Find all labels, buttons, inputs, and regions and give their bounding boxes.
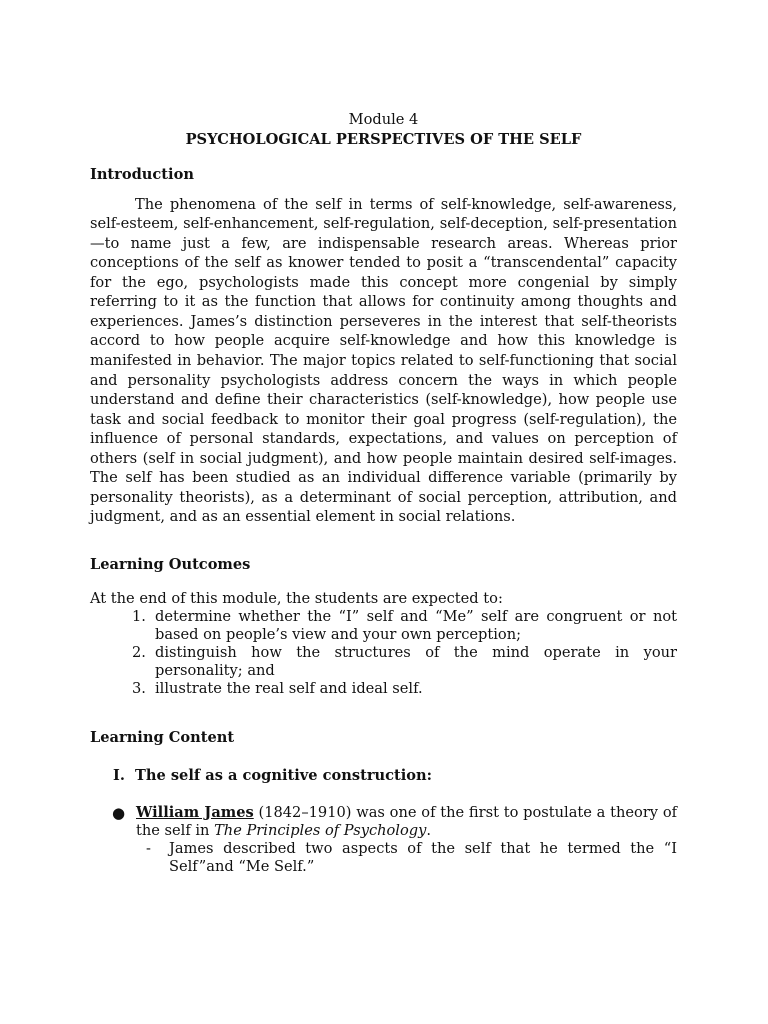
learning-outcomes-heading: Learning Outcomes bbox=[90, 555, 251, 573]
introduction-heading: Introduction bbox=[90, 166, 194, 184]
bullet-item bbox=[90, 804, 677, 840]
list-item-text: distinguish how the structures of the mind operate in your personality; and bbox=[155, 644, 677, 680]
bullet-text-end: . bbox=[426, 821, 431, 839]
introduction-paragraph: The phenomena of the self in terms of self-knowledge, self-awareness, self-esteem, self-enhancement, self-regulation, self-deception, self-presentation—to name just a few, are indispensable research areas. Whereas prior conceptions of the self as knower tended to posit a “transcendental” capacity for the ego, psychologists made this concept more congenial by simply referring to it as the function that allows for continuity among thoughts and experiences. James’s distinction perseveres in the interest that self-theorists accord to how people acquire self-knowledge and how this knowledge is manifested in behavior. The major topics related to self-functioning that social and personality psychologists address concern the ways in which people understand and define their characteristics (self-knowledge), how people use task and social feedback to monitor their goal progress (self-regulation), the influence of personal standards, expectations, and values on perception of others (self in social judgment), and how people maintain desired self-images. The self has been studied as an individual difference variable (primarily by personality theorists), as a determinant of social perception, attribution, and judgment, and as an essential element in social relations. bbox=[90, 195, 677, 526]
list-item bbox=[132, 680, 677, 698]
module-label: Module 4 bbox=[348, 111, 419, 128]
section-heading bbox=[90, 766, 677, 786]
sub-list-item bbox=[90, 840, 677, 876]
page-title: PSYCHOLOGICAL PERSPECTIVES OF THE SELF bbox=[185, 130, 582, 148]
list-item bbox=[132, 608, 677, 644]
list-item-text: determine whether the “I” self and “Me” self are congruent or not based on people’s view and your own perception; bbox=[155, 608, 677, 644]
list-item-number: 1. bbox=[132, 608, 146, 626]
learning-outcomes-intro: At the end of this module, the students are expected to: bbox=[90, 590, 503, 608]
author-name: William James bbox=[136, 803, 254, 821]
section-numeral: I. bbox=[113, 767, 125, 785]
list-item-number: 2. bbox=[132, 644, 146, 662]
list-item-number: 3. bbox=[132, 680, 146, 698]
list-item-text: illustrate the real self and ideal self. bbox=[155, 680, 423, 698]
learning-content-heading: Learning Content bbox=[90, 729, 235, 747]
bullet-icon: ● bbox=[112, 803, 126, 822]
document-content bbox=[90, 110, 677, 876]
book-title: The Principles of Psychology bbox=[214, 821, 427, 839]
dash-icon: - bbox=[146, 839, 151, 857]
list-item bbox=[132, 644, 677, 680]
sub-list-item-text: James described two aspects of the self that he termed the “I Self”and “Me Self.” bbox=[169, 839, 677, 875]
learning-outcomes-list bbox=[90, 608, 677, 698]
bullet-text: (1842–1910) was one of the first to postulate a theory of the self in bbox=[136, 803, 678, 839]
section-title: The self as a cognitive construction: bbox=[135, 767, 433, 785]
